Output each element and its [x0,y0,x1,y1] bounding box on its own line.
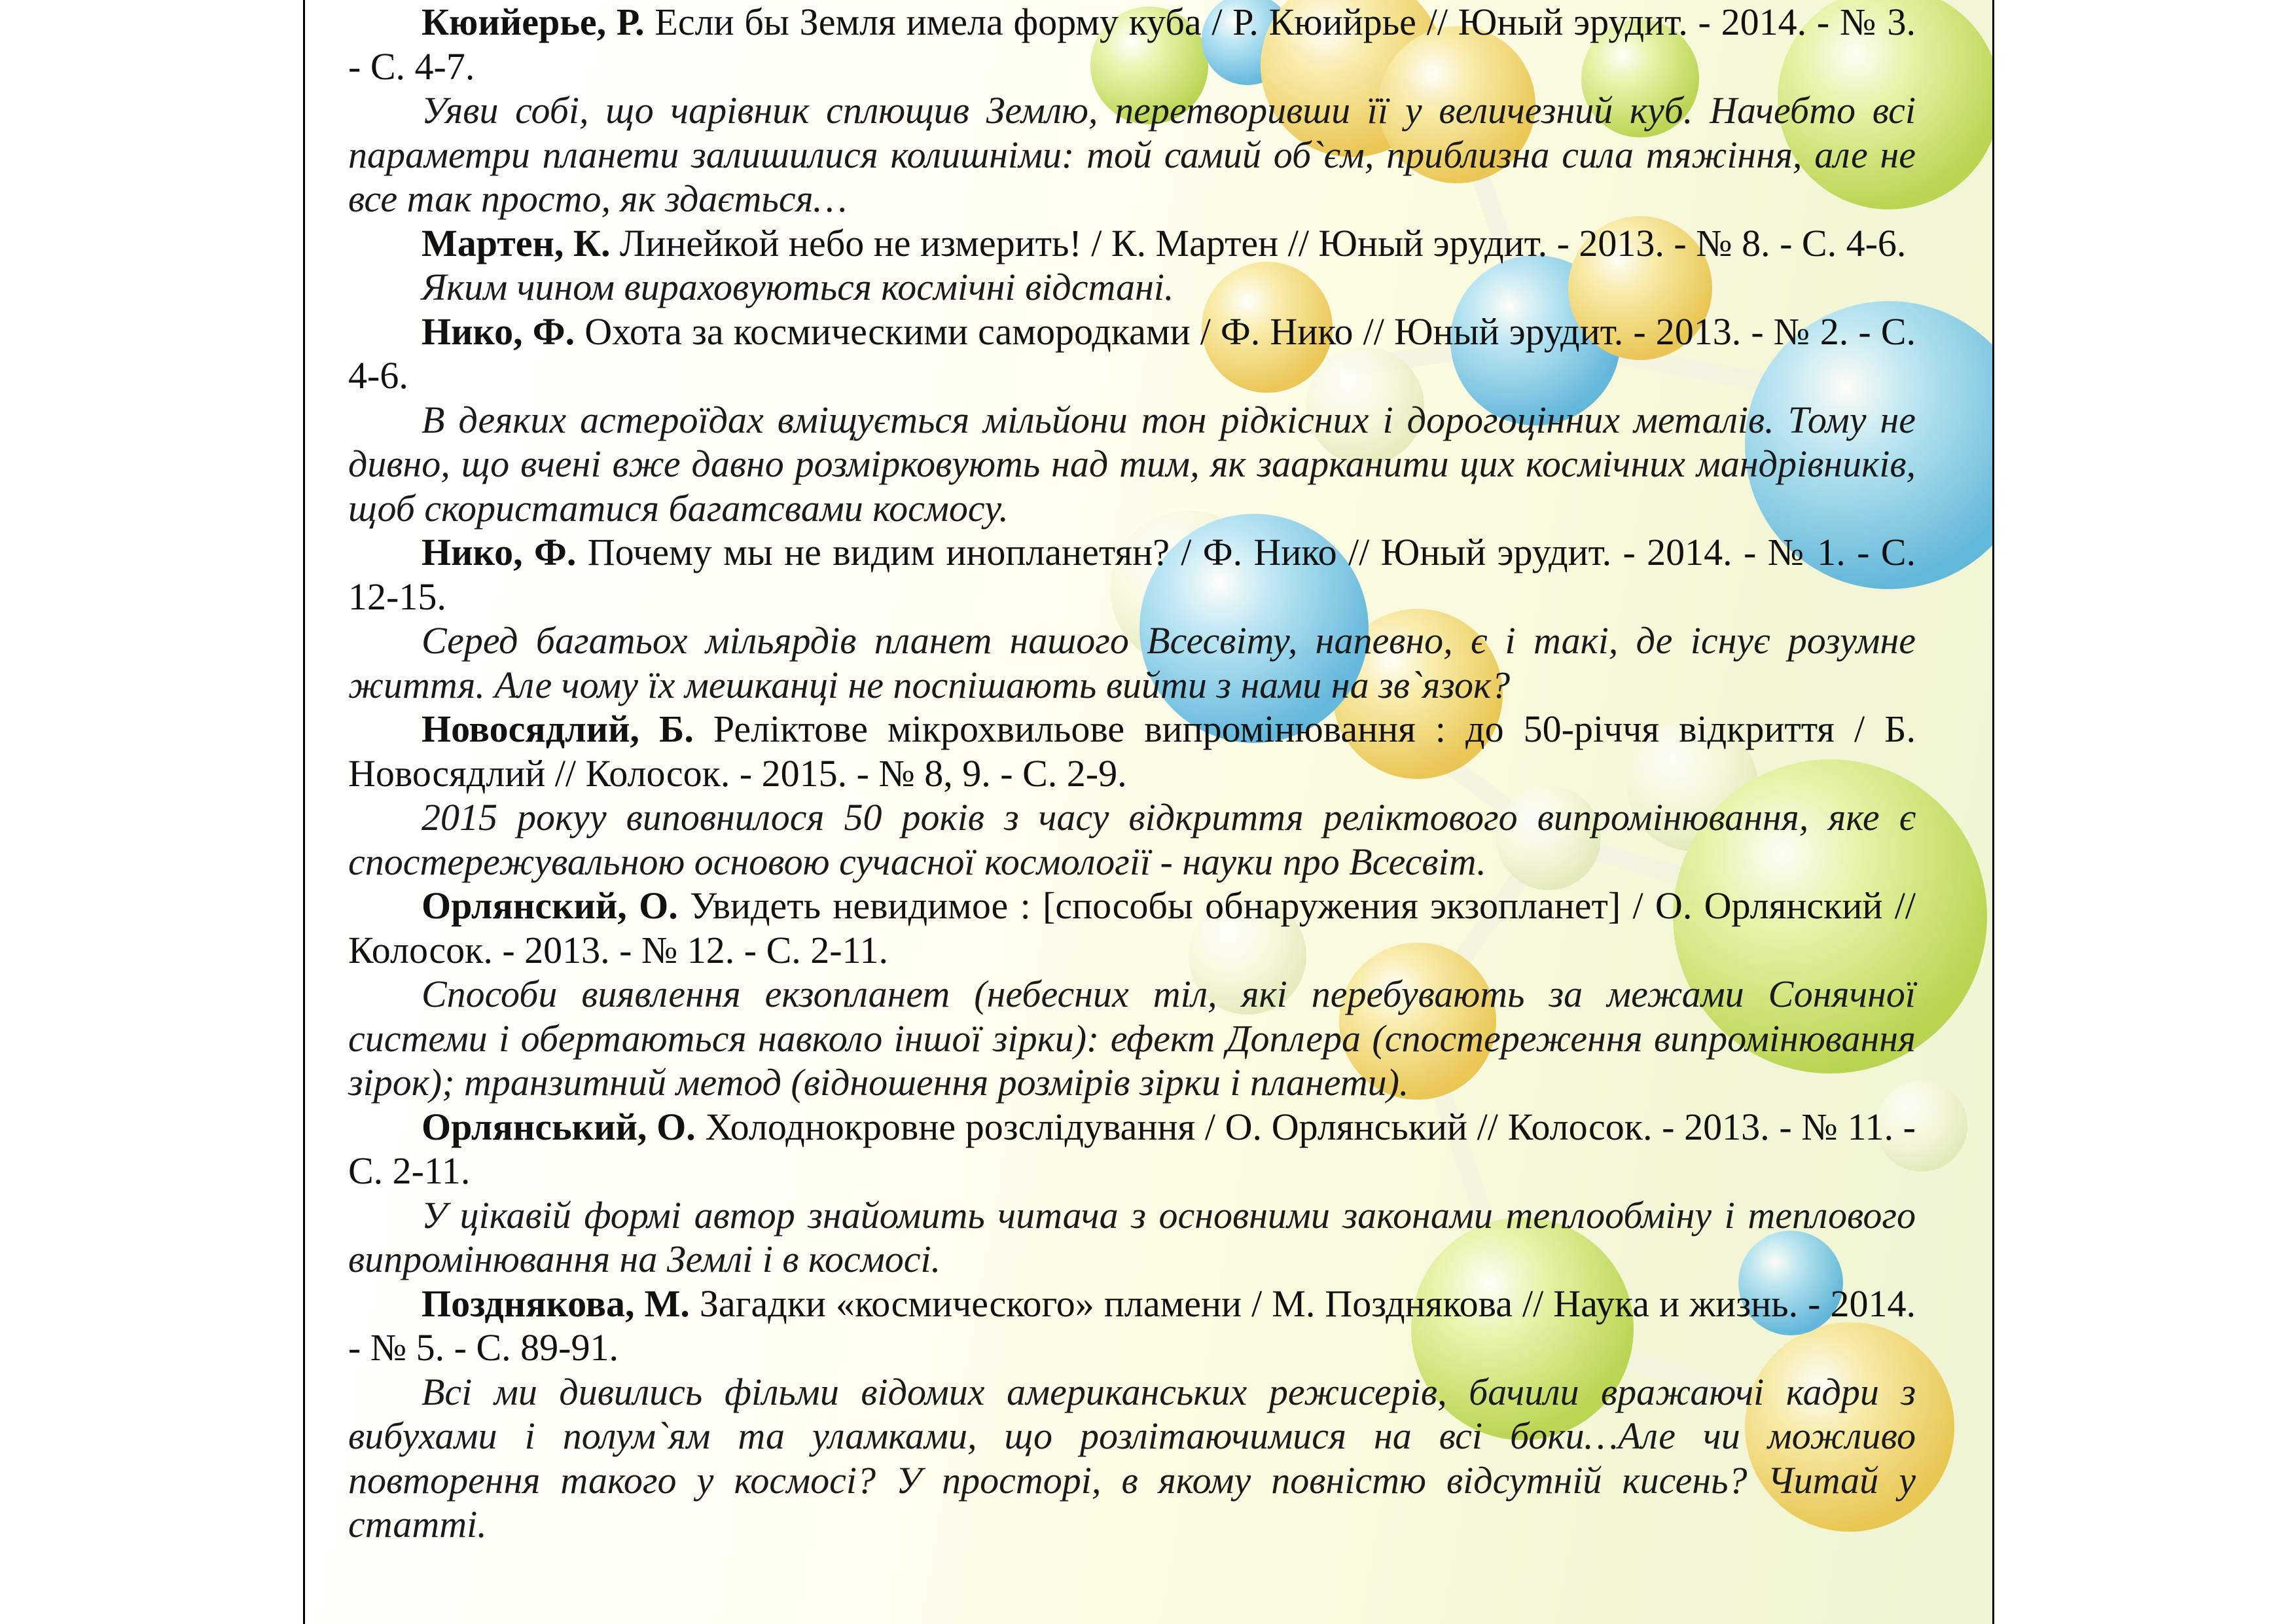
entry-author: Мартен, К. [422,221,611,264]
entry-citation [348,707,1916,795]
entry-author: Нико, Ф. [422,310,575,353]
bibliography-list [348,0,1916,1547]
entry-citation [348,221,1916,266]
entry-author: Кюийерье, Р. [422,1,645,43]
entry-annotation: Серед багатьох мільярдів планет нашого Всесвіту, напевно, є і такі, де існує розумне життя. Але чому їх мешканці не поспішають вийти з нами на зв`язок? [348,619,1916,706]
entry-annotation: Яким чином вираховуються космічні відстані. [422,266,1174,308]
bibliography-entry [348,530,1916,707]
bibliography-entry [348,221,1916,310]
entry-title: Загадки «космического» пламени / М. Позднякова // Наука и жизнь. - 2014. - № 5. - С. 89-91. [348,1282,1916,1369]
entry-title: Если бы Земля имела форму куба / Р. Кюийрье // Юный эрудит. - 2014. - № 3. - С. 4-7. [348,1,1916,88]
entry-citation [348,310,1916,398]
entry-annotation: У цікавій формі автор знайомить читача з основними законами теплообміну і теплового випромінювання на Землі і в космосі. [348,1193,1916,1280]
entry-citation [348,1282,1916,1370]
bibliography-entry [348,1105,1916,1282]
entry-annotation: 2015 рокуу виповнилося 50 років з часу відкриття реліктового випромінювання, яке є спостережувальною основою сучасної космології - науки про Всесвіт. [348,796,1916,883]
entry-citation [348,0,1916,88]
entry-title: Реліктове мікрохвильове випромінювання : до 50-річчя відкриття / Б. Новосядлий // Колосок. - 2015. - № 8, 9. - С. 2-9. [348,708,1916,795]
entry-title: Холоднокровне розслідування / О. Орлянський // Колосок. - 2013. - № 11. - С. 2-11. [348,1105,1916,1192]
entry-annotation: Уяви собі, що чарівник сплющив Землю, перетворивши її у величезний куб. Начебто всі параметри планети залишилися колишніми: той самий об`єм, приблизна сила тяжіння, але не все так просто, як здається… [348,89,1916,220]
bibliography-entry [348,1282,1916,1547]
entry-title: Почему мы не видим инопланетян? / Ф. Нико // Юный эрудит. - 2014. - № 1. - С. 12-15. [348,531,1916,618]
entry-title: Линейкой небо не измерить! / К. Мартен // Юный эрудит. - 2013. - № 8. - С. 4-6. [610,221,1907,264]
entry-citation [348,530,1916,619]
bibliography-entry [348,0,1916,221]
entry-author: Новосядлий, Б. [422,708,694,750]
bibliography-entry [348,310,1916,531]
entry-author: Нико, Ф. [422,531,577,573]
entry-author: Позднякова, М. [422,1282,690,1325]
entry-title: Увидеть невидимое : [способы обнаружения экзопланет] / О. Орлянский // Колосок. - 2013. - № 12. - С. 2-11. [348,884,1916,971]
entry-author: Орлянський, О. [422,1105,696,1148]
entry-citation [348,884,1916,972]
document-page [303,0,1994,1624]
entry-annotation: Всі ми дивились фільми відомих американських режисерів, бачили вражаючі кадри з вибухами і полум`ям та уламками, що розлітаючимися на всі боки…Але чи можливо повторення такого у космосі? У просторі, в якому повністю відсутній кисень? Читай у статті. [348,1370,1916,1545]
entry-annotation: Способи виявлення екзопланет (небесних тіл, які перебувають за межами Сонячної системи і обертаються навколо іншої зірки): ефект Доплера (спостереження випромінювання зірок); транзитний метод (відношення розмірів зірки і планети). [348,973,1916,1104]
entry-title: Охота за космическими самородками / Ф. Нико // Юный эрудит. - 2013. - № 2. - С. 4-6. [348,310,1916,397]
entry-author: Орлянский, О. [422,884,678,927]
entry-annotation: В деяких астероїдах вміщується мільйони тон рідкісних і дорогоцінних металів. Тому не дивно, що вчені вже давно розмірковують над тим, як заарканити цих космічних мандрівників, щоб скористатися багатсвами космосу. [348,398,1916,530]
bibliography-entry [348,707,1916,884]
entry-citation [348,1105,1916,1193]
bibliography-entry [348,884,1916,1105]
